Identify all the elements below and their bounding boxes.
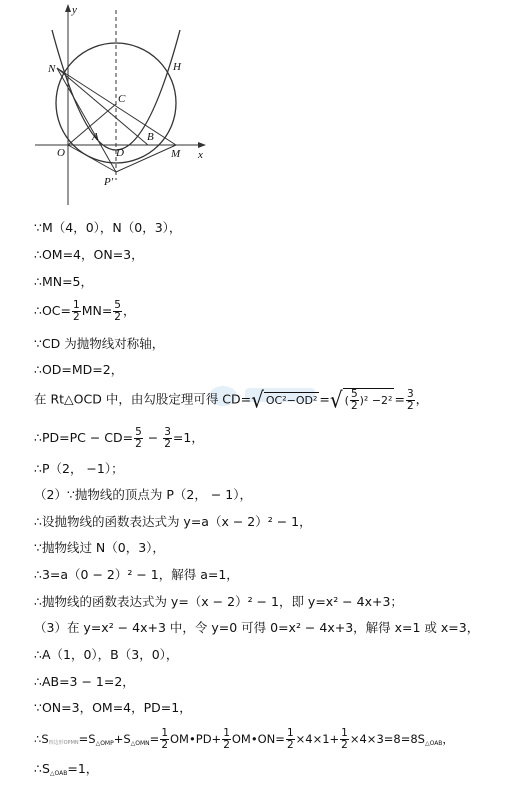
numerator: 1: [286, 727, 294, 739]
y-axis-arrow: [65, 4, 71, 12]
line-4-text-b: MN=: [81, 303, 113, 318]
line-14: ∴抛物线的函数表达式为 y=（x − 2）² − 1，即 y=x² − 4x+3；: [34, 594, 403, 609]
numerator: 1: [223, 727, 230, 739]
denominator: 2: [406, 399, 414, 412]
numerator: 5: [350, 388, 358, 400]
subscript: △OAB: [424, 740, 443, 747]
label-a: A: [92, 131, 99, 143]
line-7-text-c: =: [394, 391, 405, 407]
line-19-text-c: +S: [113, 732, 131, 746]
fraction: [222, 728, 231, 751]
line-9: ∴P（2， −1）；: [34, 461, 124, 476]
line-4: [34, 300, 136, 323]
denominator: 2: [341, 739, 348, 751]
fraction: [340, 728, 349, 751]
square-root: [251, 386, 319, 414]
subscript: △OMP: [95, 740, 114, 747]
line-7: [34, 388, 428, 412]
line-4-text-a: ∴OC=: [34, 303, 71, 318]
line-19-text-h: ×4×3=8=8S: [349, 732, 425, 746]
segment-np: [57, 68, 116, 172]
label-o: O: [57, 147, 65, 159]
line-12: ∵抛物线过 N（0，3），: [34, 540, 165, 555]
denominator: 2: [73, 311, 80, 323]
numerator: 1: [161, 727, 168, 739]
geometry-figure: [30, 0, 220, 210]
numerator: 5: [135, 426, 142, 438]
line-4-text-c: ，: [122, 303, 136, 318]
segment-nb: [57, 68, 148, 145]
radicand: [343, 388, 395, 412]
label-c: C: [118, 93, 126, 105]
numerator: 1: [73, 299, 80, 311]
fraction: [350, 389, 359, 412]
label-p: P': [104, 176, 114, 188]
segment-pm: [116, 145, 176, 172]
line-20-text-b: =1，: [67, 761, 99, 776]
line-19-text-g: ×4×1+: [295, 732, 340, 746]
radical-sign: √: [251, 386, 264, 414]
line-19-text-i: ，: [442, 732, 454, 746]
denominator: 2: [114, 311, 121, 323]
denominator: 2: [135, 438, 142, 450]
line-2: ∴OM=4，ON=3，: [34, 247, 144, 262]
line-15: （3）在 y=x² − 4x+3 中，令 y=0 可得 0=x² − 4x+3，解得 x=1 或 x=3，: [34, 620, 480, 635]
line-8: [34, 427, 204, 450]
subscript: △OAB: [49, 770, 68, 777]
label-n: N: [48, 63, 56, 75]
numerator: 1: [341, 727, 348, 739]
figure-svg: [30, 0, 220, 210]
denominator: 2: [161, 739, 168, 751]
line-8-text-c: =1，: [172, 430, 204, 445]
line-16: ∴A（1，0），B（3，0），: [34, 647, 179, 662]
fraction: [286, 728, 295, 751]
line-19-text-e: OM•PD+: [170, 732, 222, 746]
numerator: 3: [406, 387, 414, 400]
fraction: [163, 427, 172, 450]
fraction: [113, 300, 122, 323]
label-b: B: [147, 131, 154, 143]
radical-sign: √: [329, 386, 343, 414]
label-x: x: [198, 149, 203, 161]
numerator: 3: [164, 426, 171, 438]
segment-nm: [57, 68, 176, 145]
line-10: （2）∵抛物线的顶点为 P（2， − 1），: [34, 487, 252, 502]
line-11: ∴设抛物线的函数表达式为 y=a（x − 2）² − 1，: [34, 514, 312, 529]
label-y: y: [72, 4, 77, 16]
denominator: 2: [164, 438, 171, 450]
line-19-text-f: OM•ON=: [231, 732, 285, 746]
numerator: 5: [114, 299, 121, 311]
x-axis-arrow: [198, 142, 206, 148]
line-7-text-a: 在 Rt△OCD 中，由勾股定理可得 CD=: [34, 391, 252, 407]
line-5: ∵CD 为抛物线对称轴，: [34, 336, 165, 351]
paren: (: [344, 393, 349, 407]
fraction: [160, 728, 169, 751]
fraction: [72, 300, 81, 323]
denominator: 2: [223, 739, 230, 751]
label-h: H: [173, 61, 181, 73]
line-20-text-a: ∴S: [34, 761, 50, 776]
line-8-text-b: −: [143, 430, 163, 445]
square-root: [330, 388, 395, 412]
denominator: 2: [350, 400, 358, 412]
line-17: ∴AB=3 − 1=2，: [34, 674, 135, 689]
label-d: D: [116, 147, 124, 159]
line-8-text-a: ∴PD=PC − CD=: [34, 430, 134, 445]
subscript: △OMN: [130, 740, 150, 747]
fraction: [134, 427, 143, 450]
line-20: [34, 760, 98, 783]
line-1: ∵M（4，0），N（0，3），: [34, 220, 182, 235]
line-19-text-b: =S: [78, 732, 96, 746]
line-3: ∴MN=5，: [34, 274, 94, 289]
line-19-text-a: ∴S: [34, 732, 49, 746]
fraction: [406, 389, 415, 412]
line-6: ∴OD=MD=2，: [34, 362, 124, 377]
power-term: )² −2²: [359, 393, 393, 407]
line-7-text-d: ，: [415, 391, 429, 407]
line-19-text-d: =: [149, 732, 160, 746]
line-7-text-b: =: [319, 391, 330, 407]
radicand: OC²−OD²: [265, 393, 318, 407]
denominator: 2: [286, 739, 294, 751]
subscript: 四边形OPMN: [48, 740, 79, 746]
label-m: M: [171, 148, 181, 160]
line-18: ∵ON=3，OM=4，PD=1，: [34, 700, 192, 715]
line-13: ∴3=a（0 − 2）² − 1，解得 a=1，: [34, 567, 239, 582]
line-19: [34, 728, 454, 753]
